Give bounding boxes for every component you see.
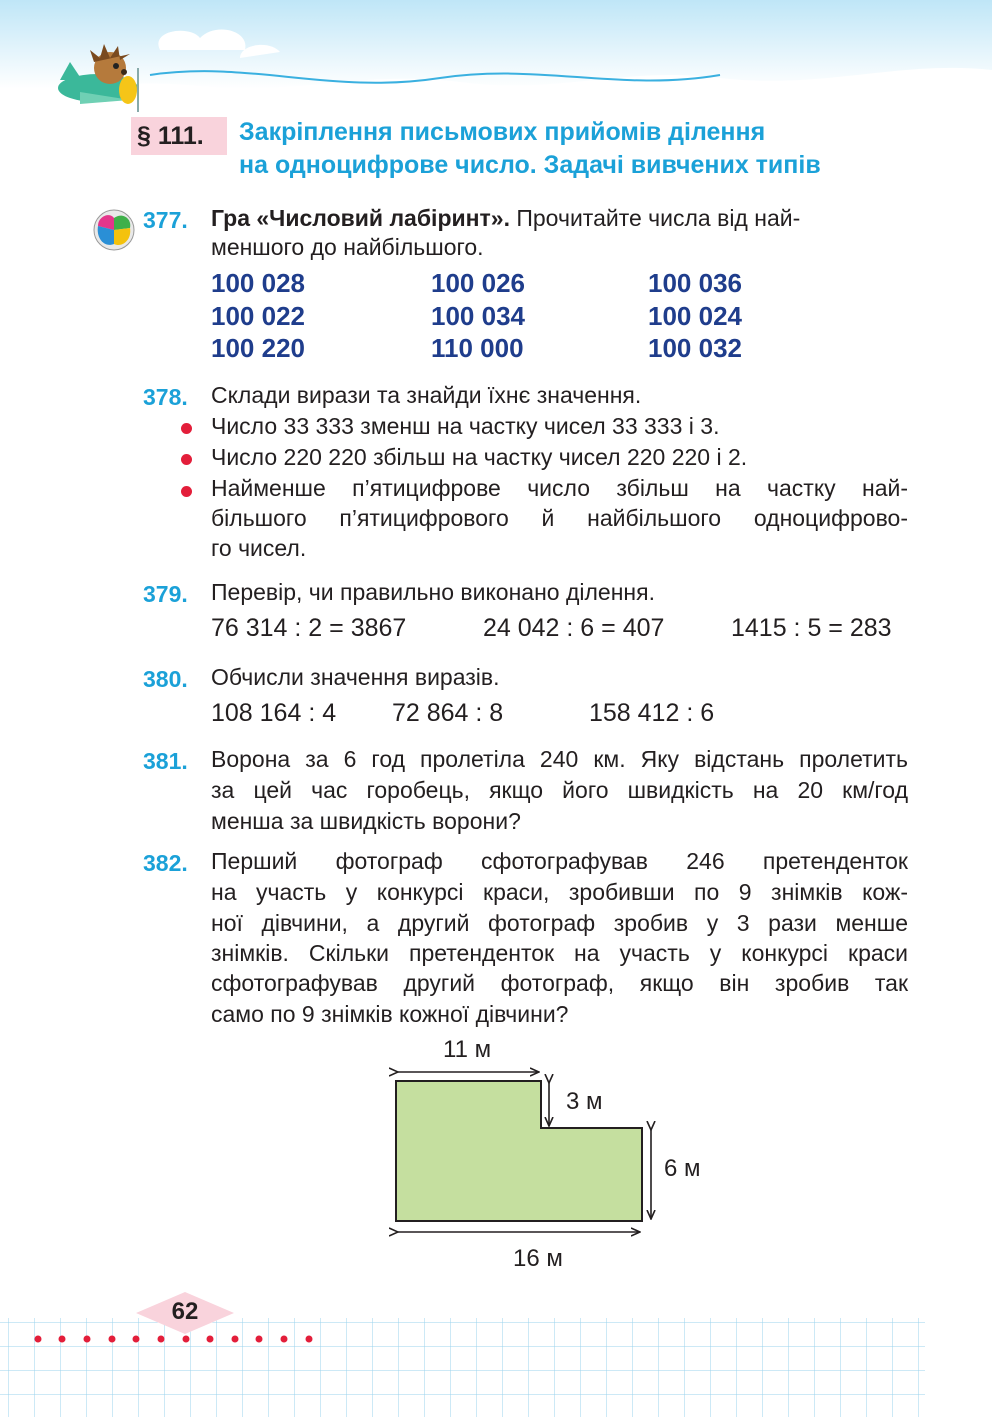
dimension-label-top: 11 м — [443, 1036, 492, 1063]
header-decoration — [0, 0, 992, 120]
division-expression: 76 314 : 2 = 3867 — [211, 614, 407, 642]
exercise-377-game-title: Гра «Числовий лабіринт». — [211, 205, 510, 231]
exercise-382-line3: ної дівчини, а другий фотограф зробив у 3 рази менше — [211, 910, 908, 936]
number-cell: 100 036 — [648, 268, 742, 298]
exercise-number-378: 378. — [143, 384, 188, 410]
number-cell: 100 028 — [211, 268, 305, 298]
exercise-number-379: 379. — [143, 581, 188, 607]
exercise-379-intro: Перевір, чи правильно виконано ділення. — [211, 579, 655, 605]
division-expression: 24 042 : 6 = 407 — [483, 614, 665, 642]
exercise-380-intro: Обчисли значення виразів. — [211, 664, 500, 690]
exercise-378-item3-line2: більшого п’ятицифрового й найбільшого одноцифрово- — [211, 505, 908, 531]
division-expression: 72 864 : 8 — [392, 699, 504, 727]
exercise-378-item3-line1: Найменше п’ятицифрове число збільш на частку най- — [211, 475, 908, 501]
dimension-label-right: 6 м — [664, 1155, 701, 1182]
exercise-382-line1: Перший фотограф сфотографував 246 претенденток — [211, 848, 908, 874]
exercise-number-381: 381. — [143, 748, 188, 774]
exercise-382-line4: знімків. Скільки претенденток на участь у конкурсі краси — [211, 940, 908, 966]
exercise-382-line2: на участь у конкурсі краси, зробивши по 9 знімків кож- — [211, 879, 908, 905]
l-shape-polygon — [396, 1081, 642, 1221]
exercise-382-line5: сфотографував другий фотограф, якщо він зробив так — [211, 970, 908, 996]
section-number: § 111. — [131, 117, 227, 155]
number-cell: 100 026 — [431, 268, 525, 298]
exercise-number-380: 380. — [143, 666, 188, 692]
bullet-point — [181, 486, 192, 497]
exercise-378-item1: Число 33 333 зменш на частку чисел 33 333 і 3. — [211, 413, 720, 439]
number-cell: 100 220 — [211, 333, 305, 363]
exercise-382-line6: само по 9 знімків кожної дівчини? — [211, 1001, 569, 1027]
page-number: 62 — [171, 1298, 199, 1325]
number-cell: 100 022 — [211, 301, 305, 331]
exercise-377-instruction: Прочитайте числа від най- — [509, 205, 801, 231]
number-cell: 110 000 — [431, 333, 524, 363]
dimension-label-bottom: 16 м — [513, 1245, 563, 1272]
section-title-line1: Закріплення письмових прийомів ділення — [239, 118, 766, 146]
l-shape-diagram — [380, 1030, 720, 1280]
exercise-number-382: 382. — [143, 850, 188, 876]
exercise-378-item2: Число 220 220 збільш на частку чисел 220 220 і 2. — [211, 444, 748, 470]
number-cell: 100 024 — [648, 301, 742, 331]
exercise-381-line3: менша за швидкість ворони? — [211, 808, 521, 834]
bullet-point — [181, 454, 192, 465]
division-expression: 1415 : 5 = 283 — [731, 614, 892, 642]
division-expression: 108 164 : 4 — [211, 699, 337, 727]
exercise-377-text-line2: меншого до найбільшого. — [211, 234, 484, 260]
exercise-378-item3-line3: го чисел. — [211, 535, 307, 561]
division-expression: 158 412 : 6 — [589, 699, 715, 727]
puzzle-game-icon — [92, 206, 136, 254]
exercise-377-text-line1 — [211, 203, 800, 234]
number-cell: 100 034 — [431, 301, 525, 331]
exercise-378-intro: Склади вирази та знайди їхнє значення. — [211, 382, 642, 408]
bullet-point — [181, 423, 192, 434]
number-cell: 100 032 — [648, 333, 742, 363]
exercise-number-377: 377. — [143, 207, 188, 233]
section-title-line2: на одноцифрове число. Задачі вивчених типів — [239, 151, 821, 179]
exercise-381-line1: Ворона за 6 год пролетіла 240 км. Яку відстань пролетить — [211, 746, 908, 772]
exercise-381-line2: за цей час горобець, якщо його швидкість на 20 км/год — [211, 777, 908, 803]
dimension-label-step: 3 м — [566, 1088, 603, 1115]
